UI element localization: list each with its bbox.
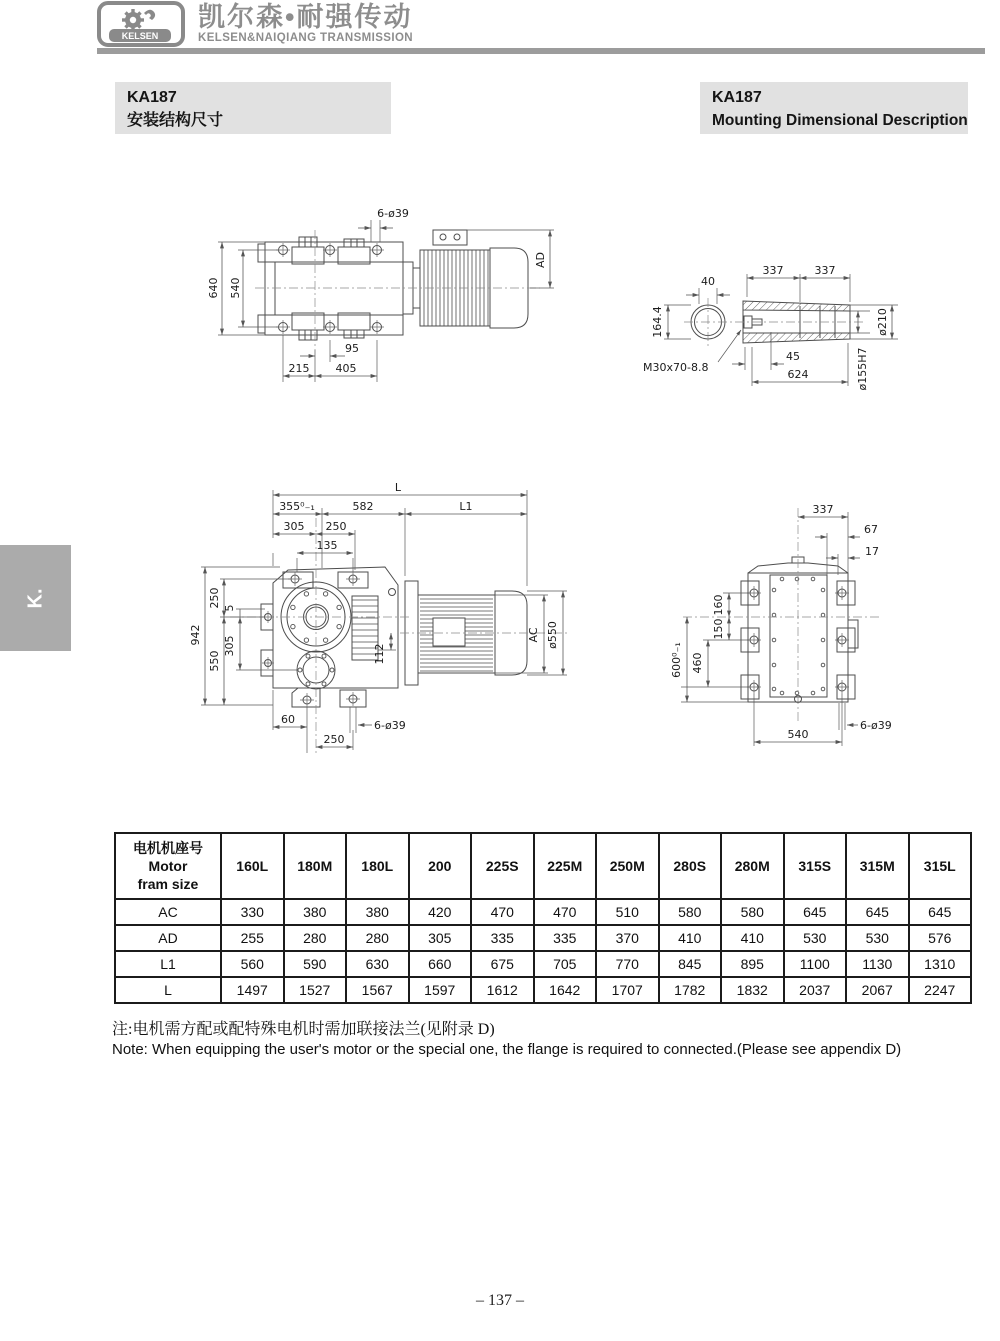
dim-value: 645 — [909, 899, 972, 925]
section-tab-k — [0, 545, 71, 651]
dim-value: 470 — [534, 899, 597, 925]
dim-label: L1 — [459, 500, 473, 513]
dim-label: ø550 — [546, 621, 559, 649]
dim-label: 164.4 — [651, 306, 664, 338]
top-view-drawing — [180, 190, 610, 410]
dim-value: 280 — [284, 925, 347, 951]
dim-value: 380 — [346, 899, 409, 925]
dim-value: 380 — [284, 899, 347, 925]
dim-value: 410 — [721, 925, 784, 951]
note-en: Note: When equipping the user's motor or the special one, the flange is required to connected.(Please see appendix D) — [112, 1041, 902, 1058]
dim-label: 550 — [208, 650, 221, 672]
dim-value: 675 — [471, 951, 534, 977]
header-line: Motor — [148, 858, 188, 874]
dim-value: 510 — [596, 899, 659, 925]
dim-label: 215 — [288, 362, 310, 375]
dim-label: 624 — [787, 368, 809, 381]
dim-value: 470 — [471, 899, 534, 925]
dim-label: 460 — [691, 652, 704, 674]
col-header-180M: 180M — [284, 833, 347, 899]
col-header-280M: 280M — [721, 833, 784, 899]
dim-label: 355⁰₋₁ — [279, 500, 315, 513]
table-row-AD — [115, 925, 971, 951]
shaft-end-view — [684, 298, 732, 346]
col-header-315L: 315L — [909, 833, 972, 899]
dim-label: 60 — [281, 713, 295, 726]
dim-label: ø210 — [876, 308, 889, 336]
dim-value: 576 — [909, 925, 972, 951]
dim-value: 330 — [221, 899, 284, 925]
dim-value: 845 — [659, 951, 722, 977]
dim-label: 160 — [712, 594, 725, 616]
dim-label: 135 — [316, 539, 338, 552]
shaft-section — [735, 301, 865, 343]
motor-frame-size-header — [115, 833, 221, 899]
dim-value: 590 — [284, 951, 347, 977]
row-label: L1 — [115, 951, 221, 977]
model-code-en: KA187 — [712, 89, 762, 106]
dim-value: 1707 — [596, 977, 659, 1003]
table-container — [114, 832, 972, 1004]
dim-value: 410 — [659, 925, 722, 951]
dim-value: 255 — [221, 925, 284, 951]
dim-value: 1310 — [909, 951, 972, 977]
col-header-160L: 160L — [221, 833, 284, 899]
header-line: fram size — [137, 876, 199, 892]
dim-value: 420 — [409, 899, 472, 925]
gearbox-body-front — [261, 567, 398, 707]
dim-label: AD — [534, 252, 547, 268]
dim-label: 250 — [323, 733, 345, 746]
note-cn: 注:电机需方配或配特殊电机时需加联接法兰(见附录 D) — [112, 1021, 495, 1038]
dim-label: 45 — [786, 350, 800, 363]
dim-label: 6-ø39 — [377, 207, 409, 220]
dim-label: 6-ø39 — [374, 719, 406, 732]
dim-value: 530 — [784, 925, 847, 951]
col-header-225M: 225M — [534, 833, 597, 899]
dim-label: 95 — [345, 342, 359, 355]
dim-value: 705 — [534, 951, 597, 977]
title-subtitle-cn: 安装结构尺寸 — [127, 112, 224, 129]
header-line: 电机机座号 — [133, 840, 203, 856]
dim-value: 335 — [471, 925, 534, 951]
dim-label: 40 — [701, 275, 715, 288]
rear-view-drawing — [625, 478, 995, 768]
col-header-315M: 315M — [846, 833, 909, 899]
dim-label: 150 — [712, 618, 725, 640]
dim-label: AC — [527, 627, 540, 643]
dim-label: 540 — [229, 277, 242, 299]
dimensions-shaft — [643, 264, 898, 391]
dim-value: 660 — [409, 951, 472, 977]
dim-value: 1642 — [534, 977, 597, 1003]
dim-value: 645 — [784, 899, 847, 925]
table-header-row — [115, 833, 971, 899]
shaft-section-drawing — [640, 252, 1000, 402]
dim-label: 337 — [814, 264, 836, 277]
dim-label: 942 — [189, 624, 202, 646]
dim-value: 1597 — [409, 977, 472, 1003]
dim-value: 560 — [221, 951, 284, 977]
dim-label: 67 — [864, 523, 878, 536]
dim-value: 645 — [846, 899, 909, 925]
dim-value: 630 — [346, 951, 409, 977]
col-header-250M: 250M — [596, 833, 659, 899]
dim-label: L — [394, 481, 402, 494]
motor-cover-plate — [433, 618, 465, 646]
dim-value: 1497 — [221, 977, 284, 1003]
dim-label: M30x70-8.8 — [643, 361, 709, 374]
dim-label: 112 — [373, 643, 386, 665]
front-view-drawing — [170, 478, 600, 778]
dim-value: 895 — [721, 951, 784, 977]
dim-label: ø155H7 — [856, 347, 869, 391]
row-label: AC — [115, 899, 221, 925]
dim-value: 280 — [346, 925, 409, 951]
dim-label: 305 — [283, 520, 305, 533]
dim-label: 250 — [208, 587, 221, 609]
dim-label: 337 — [812, 503, 834, 516]
table-row-L — [115, 977, 971, 1003]
brand-block — [198, 2, 413, 44]
dim-value: 1527 — [284, 977, 347, 1003]
motor-top — [403, 230, 528, 328]
dim-value: 2037 — [784, 977, 847, 1003]
section-tab-label: K. — [24, 588, 46, 608]
dim-value: 1100 — [784, 951, 847, 977]
dim-value: 1567 — [346, 977, 409, 1003]
col-header-315S: 315S — [784, 833, 847, 899]
dim-label: 17 — [865, 545, 879, 558]
dim-value: 1832 — [721, 977, 784, 1003]
dim-value: 370 — [596, 925, 659, 951]
gearbox-body-top — [258, 237, 403, 340]
row-label: L — [115, 977, 221, 1003]
col-header-225S: 225S — [471, 833, 534, 899]
header-divider — [97, 48, 985, 54]
col-header-200: 200 — [409, 833, 472, 899]
title-subtitle-en: Mounting Dimensional Description — [712, 112, 968, 129]
dim-label: 600⁰₋₁ — [670, 642, 683, 678]
dim-value: 2247 — [909, 977, 972, 1003]
dim-value: 580 — [721, 899, 784, 925]
terminal-box — [433, 230, 467, 245]
title-block-en — [700, 82, 968, 134]
gearbox-body-rear — [741, 557, 858, 703]
dim-value: 1612 — [471, 977, 534, 1003]
dim-label: 305 — [223, 635, 236, 657]
cover-bolt-holes — [772, 577, 825, 695]
dim-label: 6-ø39 — [860, 719, 892, 732]
col-header-180L: 180L — [346, 833, 409, 899]
page-number: – 137 – — [476, 1292, 524, 1309]
dim-label: 337 — [762, 264, 784, 277]
dim-value: 1782 — [659, 977, 722, 1003]
model-code: KA187 — [127, 89, 177, 106]
table-row-AC — [115, 899, 971, 925]
dim-label: 640 — [207, 277, 220, 299]
logo-text: KELSEN — [121, 31, 159, 41]
dim-value: 580 — [659, 899, 722, 925]
dim-value: 1130 — [846, 951, 909, 977]
col-header-280S: 280S — [659, 833, 722, 899]
company-logo — [97, 1, 185, 47]
dim-value: 530 — [846, 925, 909, 951]
dim-value: 335 — [534, 925, 597, 951]
dim-value: 305 — [409, 925, 472, 951]
table-row-L1 — [115, 951, 971, 977]
dim-value: 770 — [596, 951, 659, 977]
dim-label: 540 — [787, 728, 809, 741]
brand-name-cn: 凯尔森•耐强传动 — [198, 2, 413, 32]
dim-value: 2067 — [846, 977, 909, 1003]
dim-label: 5 — [223, 604, 236, 612]
dim-label: 582 — [352, 500, 374, 513]
title-block-cn — [115, 82, 391, 134]
row-label: AD — [115, 925, 221, 951]
dimension-table — [114, 832, 972, 1004]
dim-label: 250 — [325, 520, 347, 533]
brand-name-en: KELSEN&NAIQIANG TRANSMISSION — [198, 32, 414, 44]
dim-label: 405 — [335, 362, 357, 375]
